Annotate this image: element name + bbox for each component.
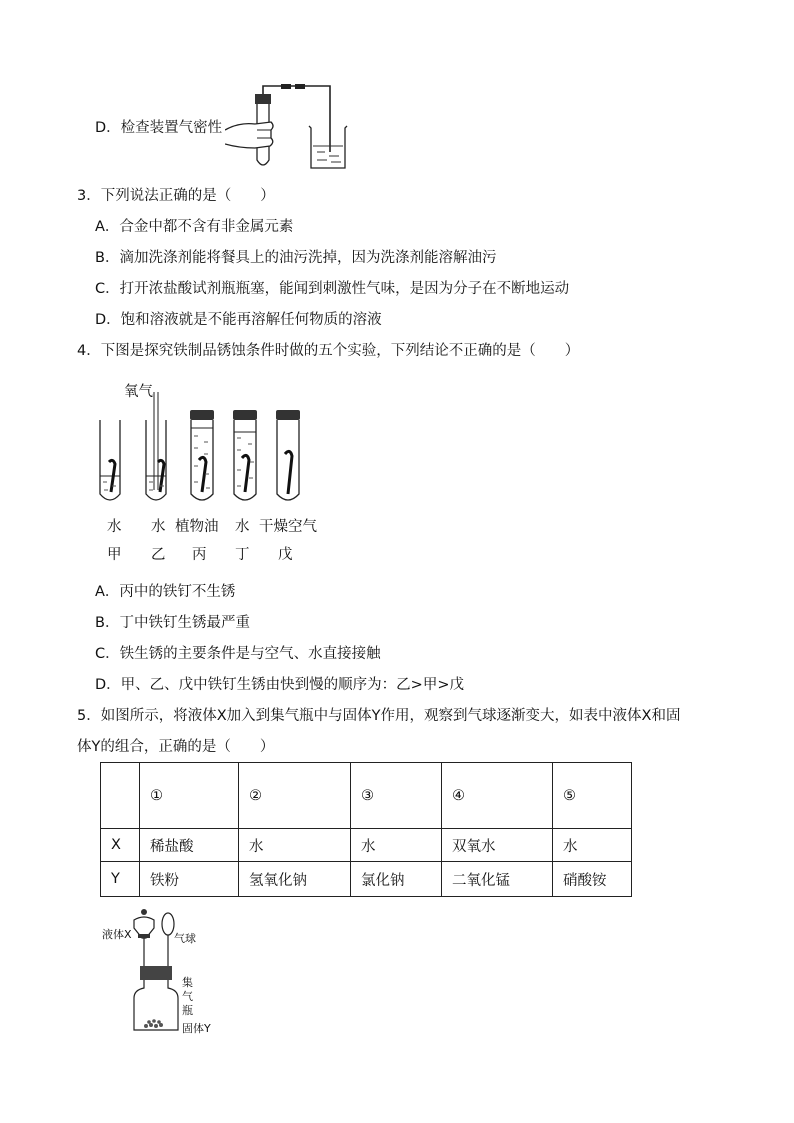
table-header-cell	[101, 763, 140, 829]
tube-3-name: 丙	[192, 547, 207, 563]
q3-stem: 3．下列说法正确的是（ ）	[77, 188, 275, 204]
q3-option-b: B．滴加洗涤剂能将餐具上的油污洗掉，因为洗涤剂能溶解油污	[95, 250, 497, 266]
q3-option-c: C．打开浓盐酸试剂瓶瓶塞，能闻到刺激性气味，是因为分子在不断地运动	[95, 281, 570, 297]
bottle-label-2: 气	[182, 990, 193, 1003]
table-cell: 氯化钠	[351, 862, 442, 897]
table-cell: 水	[553, 829, 632, 862]
q4-option-a: A．丙中的铁钉不生锈	[95, 584, 236, 600]
q4-stem: 4．下图是探究铁制品锈蚀条件时做的五个实验，下列结论不正确的是（ ）	[77, 343, 580, 359]
table-cell: 铁粉	[140, 862, 239, 897]
tube-2-substance: 水	[151, 519, 166, 535]
table-cell: X	[101, 829, 140, 862]
q3-option-a: A．合金中都不含有非金属元素	[95, 219, 294, 235]
liquid-x-label: 液体X	[102, 928, 132, 941]
tube-3-substance: 植物油	[175, 519, 219, 535]
rust-experiment-figure	[92, 392, 312, 507]
table-header-cell: ⑤	[553, 763, 632, 829]
table-header-row	[101, 763, 632, 829]
q5-stem-line2: 体Y的组合，正确的是（ ）	[77, 739, 275, 755]
tube-5-name: 戊	[278, 547, 293, 563]
table-cell: 水	[239, 829, 351, 862]
q4-option-b: B．丁中铁钉生锈最严重	[95, 615, 250, 631]
table-cell: 稀盐酸	[140, 829, 239, 862]
tube-4-substance: 水	[235, 519, 250, 535]
table-cell: 二氧化锰	[442, 862, 553, 897]
gas-bottle-figure	[132, 906, 182, 1036]
q4-option-c: C．铁生锈的主要条件是与空气、水直接接触	[95, 646, 381, 662]
q4-option-d: D．甲、乙、戊中铁钉生锈由快到慢的顺序为：乙>甲>戊	[95, 677, 464, 693]
tube-4-name: 丁	[235, 547, 250, 563]
tube-1-substance: 水	[107, 519, 122, 535]
bottle-label-3: 瓶	[182, 1004, 193, 1017]
oxygen-label: 氧气	[124, 384, 153, 400]
bottle-label-1: 集	[182, 976, 193, 989]
airtightness-check-figure	[225, 82, 360, 174]
table-row	[101, 862, 632, 897]
tube-5-substance: 干燥空气	[259, 519, 317, 535]
table-header-cell: ④	[442, 763, 553, 829]
table-header-cell: ③	[351, 763, 442, 829]
table-header-cell: ②	[239, 763, 351, 829]
solid-y-label: 固体Y	[182, 1022, 211, 1035]
q3-option-d: D．饱和溶液就是不能再溶解任何物质的溶液	[95, 312, 382, 328]
table-cell: 双氧水	[442, 829, 553, 862]
balloon-label: 气球	[174, 932, 196, 945]
tube-2-name: 乙	[151, 547, 166, 563]
table-cell: 水	[351, 829, 442, 862]
table-cell: Y	[101, 862, 140, 897]
table-cell: 硝酸铵	[553, 862, 632, 897]
q5-stem-line1: 5．如图所示，将液体X加入到集气瓶中与固体Y作用，观察到气球逐渐变大，如表中液体X和固	[77, 708, 681, 724]
table-cell: 氢氧化钠	[239, 862, 351, 897]
q5-combination-table	[100, 762, 632, 897]
q2-option-d: D．检查装置气密性	[95, 120, 223, 136]
tube-1-name: 甲	[107, 547, 122, 563]
table-row	[101, 829, 632, 862]
table-header-cell: ①	[140, 763, 239, 829]
